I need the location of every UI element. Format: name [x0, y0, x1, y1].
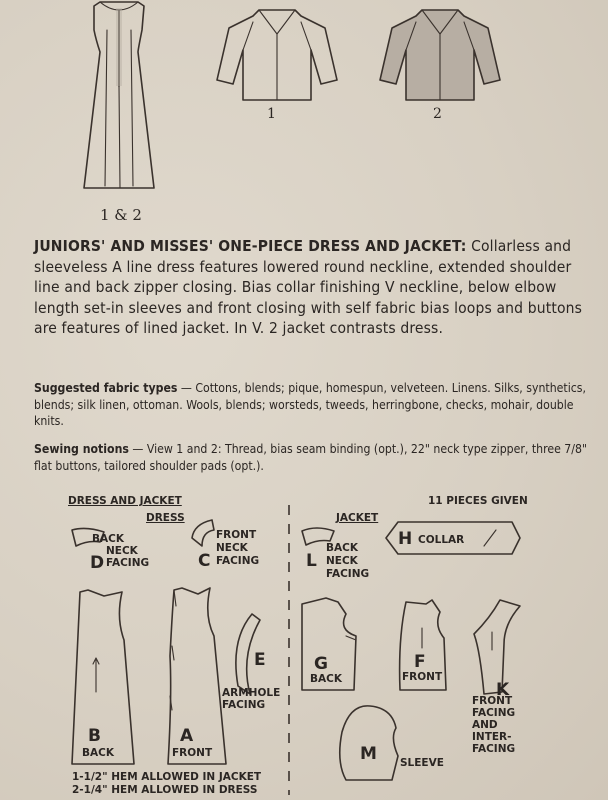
sewing-notions: [34, 441, 596, 474]
description-body: Collarless and sleeveless A line dress features lowered round neckline, extended shoulder line and back zipper closing. Bias collar finishing V neckline, below elbow length set-in sleeves and front closing with self fabric bias loops and buttons are features of lined jacket. In V. 2 jacket contrasts dress.: [34, 237, 583, 337]
piece-l-line3: FACING: [326, 568, 370, 580]
piece-g-letter: G: [314, 654, 328, 674]
view-label-1-and-2: 1 & 2: [100, 206, 142, 224]
jacket-view2-illustration: [378, 8, 503, 108]
hem-jacket-note: 1-1/2" HEM ALLOWED IN JACKET: [72, 771, 262, 783]
piece-d-line3: FACING: [106, 557, 150, 569]
piece-c-line3: FACING: [216, 555, 260, 567]
jacket-heading: JACKET: [336, 512, 379, 524]
sewing-notions-body: — View 1 and 2: Thread, bias seam binding (opt.), 22" neck type zipper, three 7/8" flat buttons, tailored shoulder pads (opt.).: [34, 442, 587, 473]
piece-k-line4: INTER-: [472, 731, 512, 743]
jacket-view1-illustration: [215, 8, 340, 108]
piece-l-letter: L: [306, 551, 317, 571]
pattern-description: [34, 236, 594, 339]
piece-f-letter: F: [414, 652, 426, 672]
piece-e-letter: E: [254, 650, 266, 670]
piece-f-name: FRONT: [402, 671, 443, 683]
description-heading: JUNIORS' AND MISSES' ONE-PIECE DRESS AND JACKET:: [34, 237, 467, 255]
piece-l-line2: NECK: [326, 555, 358, 567]
piece-k-line5: FACING: [472, 743, 516, 755]
piece-m-name: SLEEVE: [400, 757, 444, 769]
dress-and-jacket-heading: DRESS AND JACKET: [68, 495, 182, 507]
piece-d-line1: BACK: [92, 533, 124, 545]
piece-c-line2: NECK: [216, 542, 248, 554]
piece-d-line2: NECK: [106, 545, 138, 557]
piece-b-shape: [70, 588, 136, 770]
piece-m-letter: M: [360, 744, 377, 764]
piece-a-letter: A: [180, 726, 194, 746]
sewing-notions-heading: Sewing notions: [34, 442, 129, 456]
piece-a-shape: [160, 586, 230, 770]
section-divider: [286, 505, 292, 795]
piece-c-letter: C: [198, 551, 211, 571]
dress-back-illustration: [80, 0, 160, 200]
fabric-types-body: — Cottons, blends; pique, homespun, velveteen. Linens. Silks, synthetics, blends; silk linen, ottoman. Wools, blends; worsteds, tweeds, herringbone, checks, mohair, double knits.: [34, 381, 586, 428]
fabric-types: [34, 380, 596, 430]
pieces-given: 11 PIECES GIVEN: [428, 495, 528, 507]
piece-b-letter: B: [88, 726, 101, 746]
hem-dress-note: 2-1/4" HEM ALLOWED IN DRESS: [72, 784, 258, 796]
piece-d-letter: D: [90, 553, 105, 573]
piece-c-line1: FRONT: [216, 529, 257, 541]
piece-g-name: BACK: [310, 673, 342, 685]
piece-k-line1: FRONT: [472, 695, 513, 707]
fabric-types-heading: Suggested fabric types: [34, 381, 178, 395]
piece-k-line3: AND: [472, 719, 498, 731]
view-label-1: 1: [267, 106, 276, 122]
piece-m-shape: [334, 702, 404, 784]
piece-h-letter: H: [398, 529, 413, 549]
piece-c-shape: [188, 516, 218, 552]
piece-b-name: BACK: [82, 747, 114, 759]
piece-e-line1: ARMHOLE: [222, 687, 281, 699]
dress-heading: DRESS: [146, 512, 185, 524]
piece-a-name: FRONT: [172, 747, 213, 759]
piece-e-line2: FACING: [222, 699, 266, 711]
piece-l-line1: BACK: [326, 542, 358, 554]
view-label-2: 2: [433, 106, 442, 122]
piece-k-letter: K: [496, 680, 510, 700]
piece-h-name: COLLAR: [418, 534, 465, 546]
piece-k-line2: FACING: [472, 707, 516, 719]
